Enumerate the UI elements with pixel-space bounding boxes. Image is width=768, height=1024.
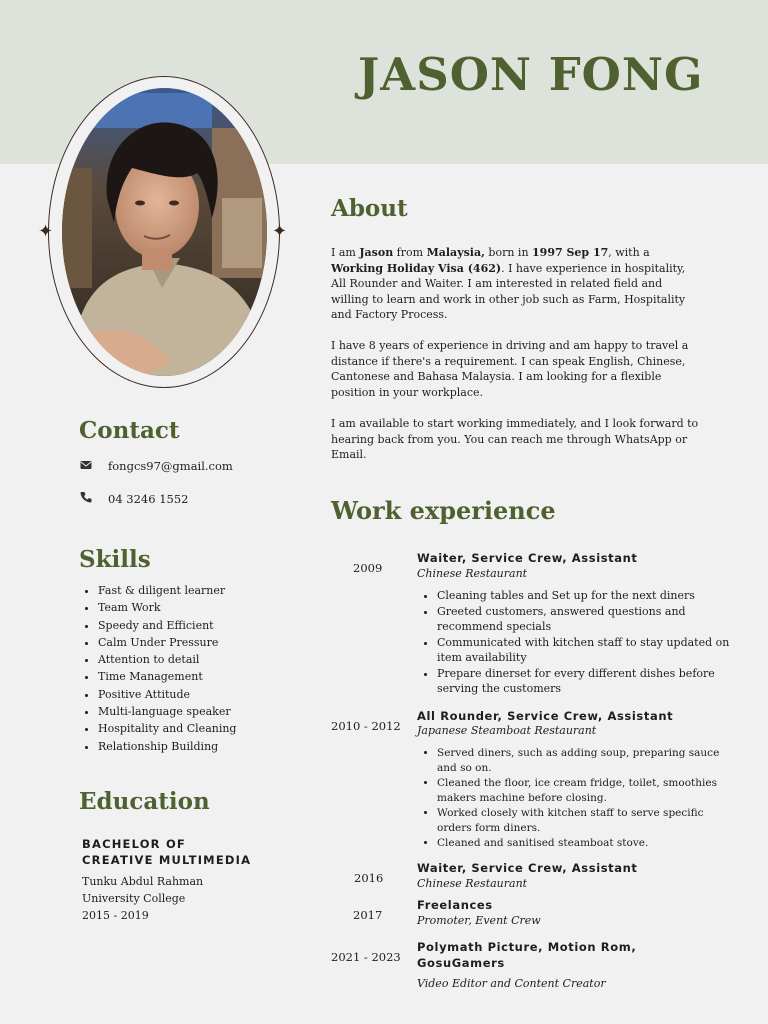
- about-paragraph-3: I am available to start working immediately, and I look forward to hearing back from you. You can reach me through WhatsApp or Email.: [331, 417, 699, 461]
- job-place: Japanese Steamboat Restaurant: [417, 724, 597, 737]
- about-text-run: 1997 Sep 17: [532, 246, 609, 259]
- degree-line-2: CREATIVE MULTIMEDIA: [82, 853, 252, 867]
- job-title: Waiter, Service Crew, Assistant: [417, 551, 638, 565]
- skills-list: [80, 582, 236, 755]
- sparkle-left-icon: ✦: [38, 221, 54, 242]
- contact-heading: Contact: [79, 417, 180, 444]
- skill-item: • Hospitality and Cleaning: [98, 720, 236, 737]
- education-heading: Education: [79, 788, 210, 815]
- skill-item: • Team Work: [98, 599, 236, 616]
- about-text-run: Working Holiday Visa (462): [331, 261, 502, 275]
- job-place: Chinese Restaurant: [417, 567, 528, 580]
- job-title: Freelances: [417, 898, 493, 912]
- email-text[interactable]: fongcs97@gmail.com: [108, 459, 233, 473]
- about-text-run: Jason: [359, 246, 394, 259]
- about-text-run: Malaysia,: [426, 246, 485, 259]
- about-text-run: , with a: [608, 246, 650, 259]
- education-years: 2015 - 2019: [82, 909, 149, 922]
- job-year: 2010 - 2012: [331, 719, 401, 733]
- skills-heading: Skills: [79, 546, 151, 573]
- phone-text[interactable]: 04 3246 1552: [108, 491, 189, 506]
- job-place: Video Editor and Content Creator: [417, 977, 606, 990]
- about-paragraph-2: I have 8 years of experience in driving and am happy to travel a distance if there's a requirement. I can speak English, Chinese, Cantonese and Bahasa Malaysia. I am looking for a flexible position in your workplace.: [331, 339, 689, 399]
- about-text-run: . I have experience in hospitality, All Rounder and Waiter. I am interested in related field and willing to learn and work in other job such as Farm, Hospitality and Factory Process.: [331, 261, 686, 321]
- contact-phone: [80, 491, 188, 506]
- contact-email: [80, 459, 233, 473]
- about-text-run: from: [393, 246, 427, 259]
- degree-title: [82, 836, 251, 868]
- skill-item: • Fast & diligent learner: [98, 582, 236, 599]
- duty-item: • Cleaned and sanitised steamboat stove.: [437, 836, 722, 851]
- about-paragraph-1: [331, 245, 701, 323]
- job-title-line-1: Polymath Picture, Motion Rom,: [417, 940, 637, 954]
- envelope-icon: [80, 460, 94, 473]
- profile-photo: [62, 88, 267, 376]
- duty-item: • Worked closely with kitchen staff to serve specific orders form diners.: [437, 806, 722, 836]
- about-text-run: I am: [331, 246, 360, 259]
- skill-item: • Calm Under Pressure: [98, 634, 236, 651]
- job-year: 2016: [354, 871, 384, 885]
- job-duties: [420, 746, 722, 851]
- phone-icon: [80, 491, 94, 506]
- job-title: Waiter, Service Crew, Assistant: [417, 861, 638, 875]
- school-line-2: University College: [82, 892, 186, 905]
- about-heading: About: [331, 195, 408, 222]
- skill-item: • Relationship Building: [98, 738, 236, 755]
- job-year: 2009: [353, 561, 383, 575]
- skill-item: • Attention to detail: [98, 651, 236, 668]
- skill-item: • Positive Attitude: [98, 686, 236, 703]
- school-info: [82, 873, 203, 924]
- job-place: Promoter, Event Crew: [417, 914, 541, 927]
- duty-item: • Served diners, such as adding soup, preparing sauce and so on.: [437, 746, 722, 776]
- duty-item: • Cleaning tables and Set up for the next diners: [437, 588, 732, 604]
- job-year: 2017: [353, 908, 383, 922]
- duty-item: • Communicated with kitchen staff to stay updated on item availability: [437, 635, 732, 666]
- sparkle-right-icon: ✦: [272, 221, 288, 242]
- skill-item: • Speedy and Efficient: [98, 617, 236, 634]
- job-year: 2021 - 2023: [331, 950, 401, 964]
- work-heading: Work experience: [331, 496, 556, 525]
- job-duties: [420, 588, 732, 697]
- duty-item: • Prepare dinerset for every different dishes before serving the customers: [437, 666, 732, 697]
- job-title-line-2: GosuGamers: [417, 956, 505, 970]
- duty-item: • Cleaned the floor, ice cream fridge, toilet, smoothies makers machine before closing.: [437, 776, 722, 806]
- degree-line-1: BACHELOR OF: [82, 837, 186, 851]
- job-place: Chinese Restaurant: [417, 877, 528, 890]
- skill-item: • Time Management: [98, 668, 236, 685]
- skill-item: • Multi-language speaker: [98, 703, 236, 720]
- about-text-run: born in: [484, 246, 533, 259]
- job-title: All Rounder, Service Crew, Assistant: [417, 709, 674, 723]
- candidate-name: JASON FONG: [358, 48, 704, 101]
- duty-item: • Greeted customers, answered questions and recommend specials: [437, 604, 732, 635]
- school-line-1: Tunku Abdul Rahman: [82, 875, 204, 888]
